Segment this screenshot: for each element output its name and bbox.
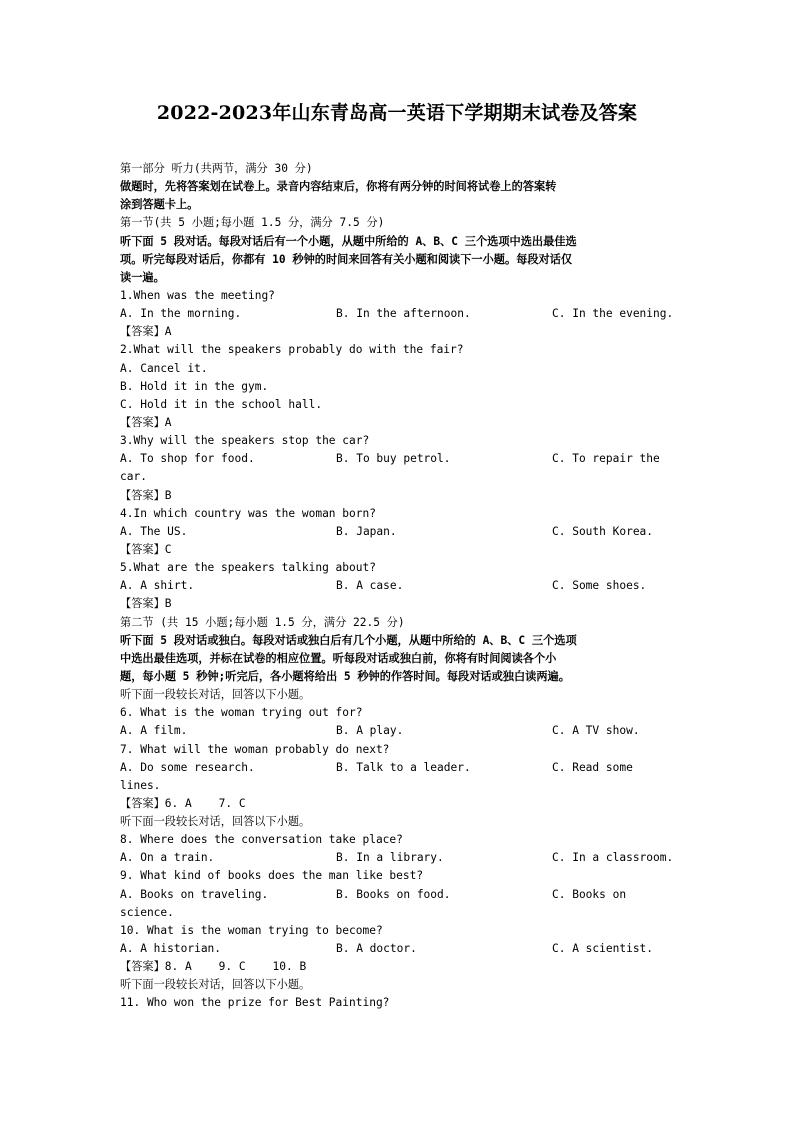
option-b: B. A play. (336, 724, 404, 738)
text-line: science. (120, 905, 174, 919)
option-a: A. On a train. (120, 851, 215, 865)
text-line: 3.Why will the speakers stop the car? (120, 434, 370, 448)
text-line: lines. (120, 778, 161, 792)
text-line: 中选出最佳选项，并标在试卷的相应位置。听每段对话或独白前，你将有时间阅读各个小 (120, 651, 557, 665)
answer-options-row (120, 450, 680, 468)
text-line: 【答案】6. A 7. C (120, 796, 246, 810)
text-line: 听下面一段较长对话，回答以下小题。 (120, 815, 311, 829)
option-c: C. Some shoes. (552, 579, 647, 593)
text-line: 11. Who won the prize for Best Painting? (120, 996, 390, 1010)
text-line: 【答案】C (120, 542, 172, 556)
text-line: 【答案】A (120, 415, 172, 429)
text-line: 7. What will the woman probably do next? (120, 742, 390, 756)
text-line: 第一节(共 5 小题;每小题 1.5 分，满分 7.5 分) (120, 216, 385, 230)
option-c: C. To repair the (552, 452, 660, 466)
text-line: 【答案】8. A 9. C 10. B (120, 960, 307, 974)
option-a: A. The US. (120, 524, 188, 538)
text-line: 【答案】A (120, 325, 172, 339)
answer-options-row (120, 940, 680, 958)
option-a: A. A historian. (120, 942, 222, 956)
text-line: C. Hold it in the school hall. (120, 397, 323, 411)
option-a: A. A shirt. (120, 579, 195, 593)
option-c: C. A scientist. (552, 942, 654, 956)
option-c: C. A TV show. (552, 724, 640, 738)
option-b: B. Talk to a leader. (336, 760, 471, 774)
document-body (120, 160, 680, 1013)
option-b: B. A doctor. (336, 942, 417, 956)
text-line: 5.What are the speakers talking about? (120, 561, 376, 575)
option-c: C. In the evening. (552, 307, 674, 321)
text-line: 读一遍。 (120, 270, 165, 284)
text-line: 2.What will the speakers probably do with the fair? (120, 343, 464, 357)
option-c: C. In a classroom. (552, 851, 674, 865)
text-line: 涂到答题卡上。 (120, 198, 199, 212)
text-line: 做题时，先将答案划在试卷上。录音内容结束后，你将有两分钟的时间将试卷上的答案转 (120, 180, 557, 194)
text-line: 9. What kind of books does the man like best? (120, 869, 424, 883)
text-line: 项。听完每段对话后，你都有 10 秒钟的时间来回答有关小题和阅读下一小题。每段对话仅 (120, 252, 573, 266)
answer-options-row (120, 849, 680, 867)
option-a: A. To shop for food. (120, 452, 255, 466)
option-b: B. In the afternoon. (336, 307, 471, 321)
text-line: 10. What is the woman trying to become? (120, 923, 383, 937)
text-line: A. Cancel it. (120, 361, 208, 375)
option-c: C. Read some (552, 760, 633, 774)
answer-options-row (120, 523, 680, 541)
option-a: A. Books on traveling. (120, 887, 269, 901)
text-line: 听下面一段较长对话，回答以下小题。 (120, 688, 311, 702)
option-b: B. A case. (336, 579, 404, 593)
text-line: 听下面一段较长对话，回答以下小题。 (120, 978, 311, 992)
option-a: A. Do some research. (120, 760, 255, 774)
text-line: B. Hold it in the gym. (120, 379, 269, 393)
text-line: 第一部分 听力(共两节，满分 30 分) (120, 162, 313, 175)
option-a: A. A film. (120, 724, 188, 738)
answer-options-row (120, 577, 680, 595)
text-line: 1.When was the meeting? (120, 288, 275, 302)
answer-options-row (120, 886, 680, 904)
page-title: 2022-2023年山东青岛高一英语下学期期末试卷及答案 (156, 102, 638, 124)
option-b: B. In a library. (336, 851, 444, 865)
answer-options-row (120, 759, 680, 777)
text-line: 8. Where does the conversation take place? (120, 833, 403, 847)
text-line: 题，每小题 5 秒钟;听完后，各小题将给出 5 秒钟的作答时间。每段对话或独白读两遍。 (120, 669, 570, 683)
answer-options-row (120, 722, 680, 740)
option-c: C. Books on (552, 887, 627, 901)
text-line: 【答案】B (120, 488, 172, 502)
option-a: A. In the morning. (120, 307, 242, 321)
text-line: 听下面 5 段对话。每段对话后有一个小题，从题中所给的 A、B、C 三个选项中选出最佳选 (120, 234, 577, 248)
text-line: 听下面 5 段对话或独白。每段对话或独白后有几个小题，从题中所给的 A、B、C 三个选项 (120, 633, 577, 647)
option-b: B. Japan. (336, 524, 397, 538)
answer-options-row (120, 305, 680, 323)
option-b: B. To buy petrol. (336, 452, 451, 466)
text-line: car. (120, 470, 147, 484)
option-c: C. South Korea. (552, 524, 654, 538)
text-line: 6. What is the woman trying out for? (120, 706, 363, 720)
text-line: 【答案】B (120, 597, 172, 611)
option-b: B. Books on food. (336, 887, 451, 901)
text-line: 第二节 (共 15 小题;每小题 1.5 分，满分 22.5 分) (120, 615, 405, 629)
text-line: 4.In which country was the woman born? (120, 506, 376, 520)
